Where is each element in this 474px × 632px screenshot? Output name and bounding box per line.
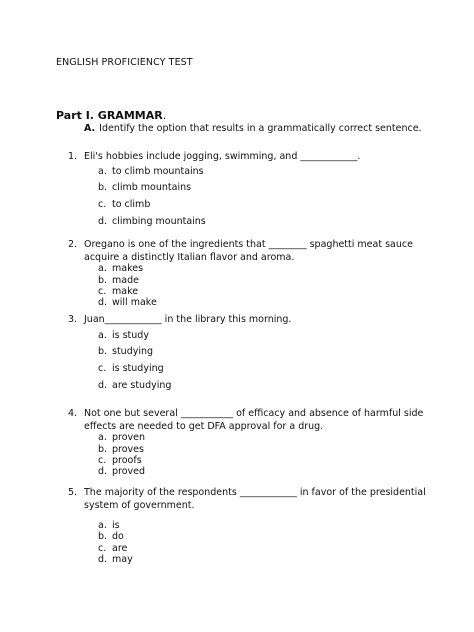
question-number: 5. <box>68 487 78 498</box>
question-5 <box>68 486 428 512</box>
question-4 <box>68 407 428 433</box>
option-text: proved <box>112 466 146 477</box>
option-letter: c. <box>98 455 107 466</box>
option-letter: b. <box>98 531 108 542</box>
option-text: is studying <box>112 363 164 374</box>
option-1c <box>98 199 150 210</box>
question-number: 1. <box>68 151 78 162</box>
option-3c <box>98 363 164 374</box>
option-text: climb mountains <box>112 182 192 193</box>
option-letter: a. <box>98 330 107 341</box>
option-text: made <box>112 275 139 286</box>
option-3a <box>98 330 149 341</box>
option-3d <box>98 380 171 391</box>
question-2 <box>68 238 428 264</box>
question-1 <box>68 150 428 163</box>
option-letter: d. <box>98 216 108 227</box>
question-text: Not one but several ___________ of efficacy and absence of harmful side effects are needed to get DFA approval for a drug. <box>84 408 424 432</box>
option-letter: a. <box>98 432 107 443</box>
part-title-punct: . <box>162 109 167 122</box>
option-1b <box>98 182 191 193</box>
option-3b <box>98 346 153 357</box>
option-2d <box>98 297 157 308</box>
option-2c <box>98 286 138 297</box>
option-4b <box>98 444 144 455</box>
option-5d <box>98 554 133 565</box>
option-text: proven <box>112 432 146 443</box>
option-text: proofs <box>112 455 142 466</box>
option-text: do <box>112 531 124 542</box>
option-letter: d. <box>98 466 108 477</box>
part-title-text: Part I. GRAMMAR <box>56 109 163 122</box>
instruction-letter: A. <box>84 123 96 134</box>
question-text: Eli's hobbies include jogging, swimming, and ____________. <box>84 151 361 162</box>
question-number: 2. <box>68 239 78 250</box>
part-title <box>56 109 166 122</box>
option-5c <box>98 543 127 554</box>
option-letter: b. <box>98 182 108 193</box>
instruction-text: Identify the option that results in a grammatically correct sentence. <box>99 123 422 134</box>
question-number: 3. <box>68 314 78 325</box>
option-letter: b. <box>98 346 108 357</box>
option-text: is <box>112 520 120 531</box>
option-letter: a. <box>98 520 107 531</box>
option-letter: c. <box>98 286 107 297</box>
option-text: studying <box>112 346 154 357</box>
option-text: may <box>112 554 133 565</box>
option-text: will make <box>112 297 157 308</box>
option-letter: c. <box>98 199 107 210</box>
option-text: are studying <box>112 380 172 391</box>
option-4c <box>98 455 142 466</box>
option-text: are <box>112 543 128 554</box>
option-5b <box>98 531 124 542</box>
document-title: ENGLISH PROFICIENCY TEST <box>56 57 193 68</box>
option-letter: d. <box>98 297 108 308</box>
option-2b <box>98 275 139 286</box>
option-1d <box>98 216 206 227</box>
option-text: is study <box>112 330 149 341</box>
option-text: make <box>112 286 139 297</box>
question-3 <box>68 313 428 326</box>
option-letter: b. <box>98 444 108 455</box>
option-letter: a. <box>98 166 107 177</box>
option-2a <box>98 263 143 274</box>
option-text: climbing mountains <box>112 216 206 227</box>
option-5a <box>98 520 120 531</box>
instruction <box>84 123 422 134</box>
option-4a <box>98 432 145 443</box>
option-text: to climb mountains <box>112 166 204 177</box>
option-letter: a. <box>98 263 107 274</box>
option-1a <box>98 166 204 177</box>
option-letter: b. <box>98 275 108 286</box>
option-4d <box>98 466 145 477</box>
question-number: 4. <box>68 408 78 419</box>
option-text: makes <box>112 263 144 274</box>
option-letter: d. <box>98 380 108 391</box>
question-text: Juan____________ in the library this morning. <box>84 314 292 325</box>
option-letter: c. <box>98 363 107 374</box>
option-text: to climb <box>112 199 151 210</box>
option-letter: d. <box>98 554 108 565</box>
option-letter: c. <box>98 543 107 554</box>
question-text: Oregano is one of the ingredients that ________ spaghetti meat sauce acquire a distinctly Italian flavor and aroma. <box>84 239 413 263</box>
question-text: The majority of the respondents ____________ in favor of the presidential system of government. <box>84 487 426 511</box>
option-text: proves <box>112 444 144 455</box>
